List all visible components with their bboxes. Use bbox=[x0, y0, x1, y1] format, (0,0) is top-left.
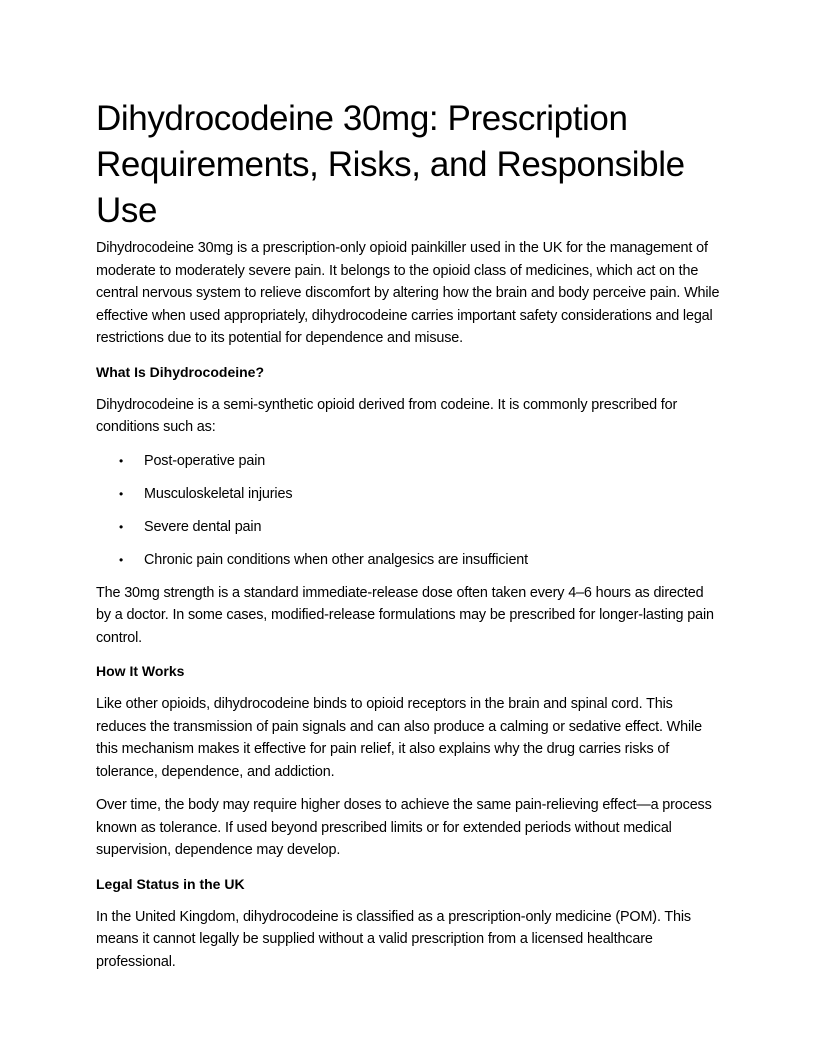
list-item bbox=[96, 549, 720, 571]
list-item-text: Chronic pain conditions when other analgesics are insufficient bbox=[144, 551, 529, 568]
list-item-text: Severe dental pain bbox=[144, 518, 262, 535]
list-item-text: Post-operative pain bbox=[144, 452, 266, 469]
list-item bbox=[96, 483, 720, 505]
intro-paragraph: Dihydrocodeine 30mg is a prescription-only opioid painkiller used in the UK for the management of moderate to moderately severe pain. It belongs to the opioid class of medicines, which act on the central nervous system to relieve discomfort by altering how the brain and body perceive pain. While effective when used appropriately, dihydrocodeine carries important safety considerations and legal restrictions due to its potential for dependence and misuse. bbox=[96, 240, 720, 346]
list-item-text: Musculoskeletal injuries bbox=[144, 485, 293, 502]
mechanism-paragraph: Like other opioids, dihydrocodeine binds to opioid receptors in the brain and spinal cord. This reduces the transmission of pain signals and can also produce a calming or sedative effect. While this mechanism makes it effective for pain relief, it also explains why the drug carries risks of tolerance, dependence, and addiction. bbox=[96, 696, 702, 780]
legal-status-paragraph: In the United Kingdom, dihydrocodeine is classified as a prescription-only medicine (POM). This means it cannot legally be supplied without a valid prescription from a licensed healthcare professional. bbox=[96, 908, 691, 970]
section-heading-what-is: What Is Dihydrocodeine? bbox=[96, 363, 265, 380]
bullet-icon: • bbox=[119, 486, 124, 501]
page-title: Dihydrocodeine 30mg: Prescription Requirements, Risks, and Responsible Use bbox=[96, 99, 685, 230]
list-item bbox=[96, 516, 720, 538]
bullet-icon: • bbox=[119, 552, 124, 567]
section-heading-how-it-works: How It Works bbox=[96, 663, 185, 679]
document-page bbox=[96, 96, 720, 984]
what-is-paragraph: Dihydrocodeine is a semi-synthetic opioid derived from codeine. It is commonly prescribed for conditions such as: bbox=[96, 396, 678, 435]
strength-paragraph: The 30mg strength is a standard immediate-release dose often taken every 4–6 hours as directed by a doctor. In some cases, modified-release formulations may be prescribed for longer-lasting pain control. bbox=[96, 584, 714, 646]
conditions-list bbox=[96, 450, 720, 571]
section-heading-legal-status: Legal Status in the UK bbox=[96, 875, 245, 892]
tolerance-paragraph: Over time, the body may require higher doses to achieve the same pain-relieving effect—a process known as tolerance. If used beyond prescribed limits or for extended periods without medical supervision, dependence may develop. bbox=[96, 797, 712, 858]
bullet-icon: • bbox=[119, 519, 124, 534]
list-item bbox=[96, 450, 720, 472]
bullet-icon: • bbox=[119, 453, 124, 468]
